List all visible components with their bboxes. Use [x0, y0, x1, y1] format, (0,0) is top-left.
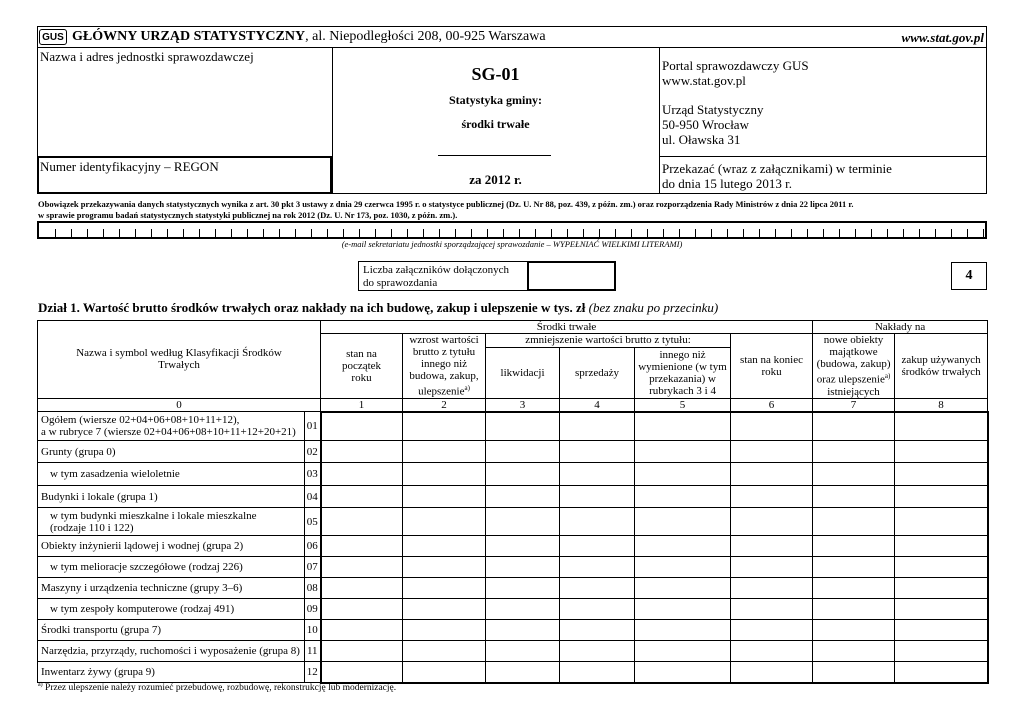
reporting-unit-field[interactable]: [40, 58, 330, 154]
character-divider: [151, 229, 152, 237]
footnote-marker: a): [884, 372, 891, 380]
header-decrease: zmniejszenie wartości brutto z tytułu:: [486, 334, 731, 348]
header-new-assets-text: nowe obiekty majątkowe (budowa, zakup) oraz ulepszenie: [816, 334, 891, 386]
character-divider: [663, 229, 664, 237]
value-cell[interactable]: [813, 578, 895, 599]
character-divider: [55, 229, 56, 237]
character-divider: [103, 229, 104, 237]
value-cell[interactable]: [635, 578, 731, 599]
row-label-text: (rodzaje 110 i 122): [50, 521, 134, 534]
form-subtitle: Statystyka gminy:: [448, 93, 542, 107]
row-label-text: Inwentarz żywy (grupa 9): [41, 666, 155, 679]
value-cell[interactable]: [560, 412, 635, 441]
value-cell[interactable]: [403, 620, 486, 641]
value-cell[interactable]: [635, 463, 731, 486]
row-label-text: w tym zespoły komputerowe (rodzaj 491): [50, 603, 235, 616]
character-divider: [807, 229, 808, 237]
character-divider: [711, 229, 712, 237]
value-cell[interactable]: [321, 557, 403, 578]
character-divider: [263, 229, 264, 237]
value-cell[interactable]: [813, 641, 895, 662]
character-divider: [615, 229, 616, 237]
value-cell[interactable]: [895, 508, 988, 536]
row-label: [38, 557, 305, 578]
character-divider: [359, 229, 360, 237]
value-cell[interactable]: [486, 536, 560, 557]
footnote-text: Przez ulepszenie należy rozumieć przebudowę, rozbudowę, rekonstrukcję lub modernizację.: [42, 683, 397, 694]
character-divider: [407, 229, 408, 237]
value-cell[interactable]: [813, 463, 895, 486]
row-number: 06: [305, 536, 321, 557]
value-cell[interactable]: [560, 486, 635, 508]
header-new-assets: [813, 334, 895, 399]
character-divider: [87, 229, 88, 237]
value-cell[interactable]: [403, 441, 486, 463]
value-cell[interactable]: [486, 463, 560, 486]
page-number: 4: [951, 262, 987, 290]
value-cell[interactable]: [895, 441, 988, 463]
row-number: 05: [305, 508, 321, 536]
value-cell[interactable]: [895, 486, 988, 508]
email-input[interactable]: [37, 221, 987, 239]
row-label: [38, 463, 305, 486]
form-topic: środki trwałe: [461, 117, 530, 131]
column-number: 1: [321, 398, 403, 412]
row-label: [38, 441, 305, 463]
row-number: 12: [305, 662, 321, 683]
column-number: 2: [403, 398, 486, 412]
table-row: [38, 463, 988, 486]
header-increase-text: wzrost wartości brutto z tytułu innego niż budowa, zakup, ulepszenie: [409, 334, 479, 398]
character-divider: [247, 229, 248, 237]
character-divider: [743, 229, 744, 237]
value-cell[interactable]: [403, 641, 486, 662]
email-caption: (e-mail sekretariatu jednostki sporządzającej sprawozdanie – WYPEŁNIAĆ WIELKIMI LITERAMI): [341, 239, 683, 249]
character-divider: [471, 229, 472, 237]
value-cell[interactable]: [486, 578, 560, 599]
table-row: [38, 662, 988, 683]
value-cell[interactable]: [731, 599, 813, 620]
header-increase: [403, 334, 486, 399]
value-cell[interactable]: [895, 641, 988, 662]
character-divider: [631, 229, 632, 237]
value-cell[interactable]: [560, 463, 635, 486]
gus-logo: GUS: [39, 29, 67, 45]
character-divider: [551, 229, 552, 237]
value-cell[interactable]: [731, 441, 813, 463]
divider: [659, 156, 987, 157]
table-row: [38, 620, 988, 641]
value-cell[interactable]: [731, 578, 813, 599]
table-row: [38, 578, 988, 599]
value-cell[interactable]: [731, 641, 813, 662]
column-number: 5: [635, 398, 731, 412]
row-label-text: w tym melioracje szczegółowe (rodzaj 226): [50, 561, 243, 574]
office-street: , al. Niepodległości 208, 00-925 Warszawa: [305, 29, 546, 44]
value-cell[interactable]: [321, 536, 403, 557]
character-divider: [679, 229, 680, 237]
character-divider: [391, 229, 392, 237]
value-cell[interactable]: [403, 557, 486, 578]
row-label-text: Budynki i lokale (grupa 1): [41, 490, 158, 503]
value-cell[interactable]: [321, 662, 403, 683]
character-divider: [439, 229, 440, 237]
row-label: [38, 641, 305, 662]
header-divider: [37, 47, 987, 48]
value-cell[interactable]: [813, 536, 895, 557]
table-row: [38, 486, 988, 508]
value-cell[interactable]: [731, 536, 813, 557]
table-row: [38, 641, 988, 662]
row-label-text: w tym budynki mieszkalne i lokale mieszkalne: [50, 509, 257, 522]
character-divider: [279, 229, 280, 237]
table-row: [38, 441, 988, 463]
row-number: 03: [305, 463, 321, 486]
value-cell[interactable]: [321, 578, 403, 599]
value-cell[interactable]: [813, 508, 895, 536]
value-cell[interactable]: [731, 557, 813, 578]
column-number: 0: [38, 398, 321, 412]
value-cell[interactable]: [813, 441, 895, 463]
value-cell[interactable]: [403, 578, 486, 599]
value-cell[interactable]: [635, 536, 731, 557]
column-number: 6: [731, 398, 813, 412]
value-cell[interactable]: [560, 662, 635, 683]
value-cell[interactable]: [403, 599, 486, 620]
character-divider: [759, 229, 760, 237]
value-cell[interactable]: [321, 599, 403, 620]
character-divider: [935, 229, 936, 237]
table-row: [38, 536, 988, 557]
character-divider: [519, 229, 520, 237]
character-divider: [791, 229, 792, 237]
legal-basis: [38, 199, 988, 221]
row-number: 09: [305, 599, 321, 620]
character-divider: [423, 229, 424, 237]
value-cell[interactable]: [403, 662, 486, 683]
row-label-text: Ogółem (wiersze 02+04+06+08+10+11+12),: [41, 414, 240, 427]
attachments-count-field[interactable]: [527, 261, 616, 291]
value-cell[interactable]: [560, 620, 635, 641]
value-cell[interactable]: [895, 412, 988, 441]
table-row: [38, 412, 988, 441]
value-cell[interactable]: [635, 599, 731, 620]
row-label-text: a w rubryce 7 (wiersze 02+04+06+08+10+11+12+20+21): [41, 426, 296, 439]
row-label: [38, 578, 305, 599]
value-cell[interactable]: [486, 412, 560, 441]
row-label: [38, 486, 305, 508]
value-cell[interactable]: [403, 463, 486, 486]
row-label-text: Grunty (grupa 0): [41, 445, 116, 458]
fixed-assets-table: [37, 320, 989, 684]
value-cell[interactable]: [321, 641, 403, 662]
value-cell[interactable]: [635, 486, 731, 508]
row-label: [38, 662, 305, 683]
value-cell[interactable]: [635, 508, 731, 536]
header-liquidation: likwidacji: [486, 347, 560, 398]
value-cell[interactable]: [403, 486, 486, 508]
row-label: [38, 536, 305, 557]
value-cell[interactable]: [486, 557, 560, 578]
character-divider: [199, 229, 200, 237]
row-number: 04: [305, 486, 321, 508]
column-number: 7: [813, 398, 895, 412]
character-divider: [295, 229, 296, 237]
table-row: [38, 599, 988, 620]
character-divider: [775, 229, 776, 237]
character-divider: [567, 229, 568, 237]
character-divider: [503, 229, 504, 237]
value-cell[interactable]: [486, 641, 560, 662]
character-divider: [343, 229, 344, 237]
section-heading: Dział 1. Wartość brutto środków trwałych oraz nakłady na ich budowę, zakup i ulepszenie w tys. zł: [38, 300, 586, 315]
value-cell[interactable]: [895, 536, 988, 557]
value-cell[interactable]: [895, 620, 988, 641]
value-cell[interactable]: [321, 486, 403, 508]
value-cell[interactable]: [895, 463, 988, 486]
value-cell[interactable]: [560, 641, 635, 662]
deadline-info: [662, 161, 892, 191]
value-cell[interactable]: [486, 599, 560, 620]
reporting-unit-label: Nazwa i adres jednostki sprawozdawczej: [40, 49, 254, 64]
value-cell[interactable]: [560, 557, 635, 578]
header-sale: sprzedaży: [560, 347, 635, 398]
character-divider: [695, 229, 696, 237]
value-cell[interactable]: [560, 599, 635, 620]
office-title: Urząd Statystyczny: [662, 102, 764, 117]
value-cell[interactable]: [895, 578, 988, 599]
character-divider: [135, 229, 136, 237]
office-street-address: ul. Oławska 31: [662, 132, 741, 147]
portal-info: [662, 58, 809, 88]
header-outlays: Nakłady na: [813, 321, 988, 334]
row-number: 07: [305, 557, 321, 578]
header-start-value: stan na początek roku: [321, 334, 403, 399]
row-number: 02: [305, 441, 321, 463]
value-cell[interactable]: [321, 412, 403, 441]
value-cell[interactable]: [560, 508, 635, 536]
value-cell[interactable]: [635, 557, 731, 578]
value-cell[interactable]: [321, 508, 403, 536]
row-label: [38, 599, 305, 620]
header-classification: Nazwa i symbol według Klasyfikacji Środków Trwałych: [38, 321, 321, 399]
character-divider: [535, 229, 536, 237]
row-label: [38, 620, 305, 641]
form-code: SG-01: [471, 64, 520, 84]
value-cell[interactable]: [813, 557, 895, 578]
value-cell[interactable]: [895, 557, 988, 578]
value-cell[interactable]: [813, 486, 895, 508]
value-cell[interactable]: [635, 641, 731, 662]
row-label-text: w tym zasadzenia wieloletnie: [50, 468, 180, 481]
character-divider: [487, 229, 488, 237]
value-cell[interactable]: [486, 508, 560, 536]
website: www.stat.gov.pl: [901, 30, 984, 45]
value-cell[interactable]: [403, 536, 486, 557]
character-divider: [599, 229, 600, 237]
column-number: 8: [895, 398, 988, 412]
header-used-purchase: zakup używanych środków trwałych: [895, 334, 988, 399]
character-divider: [967, 229, 968, 237]
value-cell[interactable]: [731, 662, 813, 683]
value-cell[interactable]: [895, 662, 988, 683]
header-new-assets-tail: istniejących: [827, 385, 880, 398]
character-divider: [167, 229, 168, 237]
value-cell[interactable]: [403, 412, 486, 441]
character-divider: [71, 229, 72, 237]
character-divider: [455, 229, 456, 237]
value-cell[interactable]: [560, 578, 635, 599]
divider: [438, 155, 551, 156]
table-row: [38, 557, 988, 578]
value-cell[interactable]: [560, 441, 635, 463]
footnote: [38, 682, 396, 693]
character-divider: [919, 229, 920, 237]
value-cell[interactable]: [731, 620, 813, 641]
office-name: GŁÓWNY URZĄD STATYSTYCZNY: [72, 29, 306, 44]
value-cell[interactable]: [813, 662, 895, 683]
value-cell[interactable]: [731, 412, 813, 441]
character-divider: [183, 229, 184, 237]
value-cell[interactable]: [486, 662, 560, 683]
value-cell[interactable]: [635, 620, 731, 641]
value-cell[interactable]: [403, 508, 486, 536]
character-divider: [855, 229, 856, 237]
row-number: 08: [305, 578, 321, 599]
character-divider: [231, 229, 232, 237]
header-fixed-assets: Środki trwałe: [321, 321, 813, 334]
office-address: [72, 29, 546, 45]
portal-name: Portal sprawozdawczy GUS: [662, 58, 809, 73]
row-label-text: Środki transportu (grupa 7): [41, 624, 162, 637]
character-divider: [215, 229, 216, 237]
value-cell[interactable]: [635, 412, 731, 441]
row-label: [38, 508, 305, 536]
legal-line1: Obowiązek przekazywania danych statystycznych wynika z art. 30 pkt 3 ustawy z dnia 29 czerwca 1995 r. o statystyce publicznej (Dz. U. Nr 88, poz. 439, z późn. zm.) oraz rozporządzenia Rady Ministrów z dnia 22 lipca 2011 r.: [38, 199, 854, 209]
footnote-marker: a): [464, 384, 470, 392]
character-divider: [375, 229, 376, 237]
row-number: 01: [305, 412, 321, 441]
report-year: za 2012 r.: [469, 172, 522, 187]
character-divider: [823, 229, 824, 237]
character-divider: [727, 229, 728, 237]
divider: [659, 47, 660, 194]
character-divider: [119, 229, 120, 237]
value-cell[interactable]: [731, 486, 813, 508]
value-cell[interactable]: [321, 463, 403, 486]
legal-line2: w sprawie programu badań statystycznych statystyki publicznej na rok 2012 (Dz. U. Nr 173, poz. 1030, z późn. zm.).: [38, 210, 458, 220]
character-divider: [983, 229, 984, 237]
value-cell[interactable]: [560, 536, 635, 557]
footnote-marker: a): [38, 682, 43, 688]
character-divider: [647, 229, 648, 237]
character-divider: [839, 229, 840, 237]
character-divider: [903, 229, 904, 237]
value-cell[interactable]: [813, 412, 895, 441]
value-cell[interactable]: [635, 441, 731, 463]
value-cell[interactable]: [635, 662, 731, 683]
row-label-text: Maszyny i urządzenia techniczne (grupy 3–6): [41, 582, 243, 595]
character-divider: [951, 229, 952, 237]
section-title: [38, 300, 718, 316]
value-cell[interactable]: [813, 599, 895, 620]
value-cell[interactable]: [486, 486, 560, 508]
attachments-label-line2: do sprawozdania: [363, 277, 438, 289]
header-other-decrease: innego niż wymienione (w tym przekazania) w rubrykach 3 i 4: [635, 347, 731, 398]
character-divider: [583, 229, 584, 237]
portal-url[interactable]: www.stat.gov.pl: [662, 73, 746, 88]
header-end-value: stan na koniec roku: [731, 334, 813, 399]
row-label: [38, 412, 305, 441]
deadline-line2: do dnia 15 lutego 2013 r.: [662, 176, 792, 191]
value-cell[interactable]: [486, 620, 560, 641]
column-number: 3: [486, 398, 560, 412]
character-divider: [887, 229, 888, 237]
deadline-line1: Przekazać (wraz z załącznikami) w terminie: [662, 161, 892, 176]
column-number: 4: [560, 398, 635, 412]
value-cell[interactable]: [486, 441, 560, 463]
section-note: (bez znaku po przecinku): [585, 300, 719, 315]
row-label-text: Narzędzia, przyrządy, ruchomości i wyposażenie (grupa 8): [41, 645, 300, 658]
regon-label: Numer identyfikacyjny – REGON: [40, 159, 219, 174]
value-cell[interactable]: [731, 463, 813, 486]
office-info: [662, 102, 763, 147]
character-divider: [871, 229, 872, 237]
table-row: [38, 508, 988, 536]
character-divider: [311, 229, 312, 237]
row-number: 11: [305, 641, 321, 662]
character-divider: [327, 229, 328, 237]
row-number: 10: [305, 620, 321, 641]
value-cell[interactable]: [813, 620, 895, 641]
attachments-label: [358, 261, 528, 291]
row-label-text: Obiekty inżynierii lądowej i wodnej (grupa 2): [41, 540, 244, 553]
value-cell[interactable]: [895, 599, 988, 620]
office-city: 50-950 Wrocław: [662, 117, 749, 132]
value-cell[interactable]: [321, 620, 403, 641]
value-cell[interactable]: [731, 508, 813, 536]
attachments-label-line1: Liczba załączników dołączonych: [363, 264, 509, 276]
value-cell[interactable]: [321, 441, 403, 463]
